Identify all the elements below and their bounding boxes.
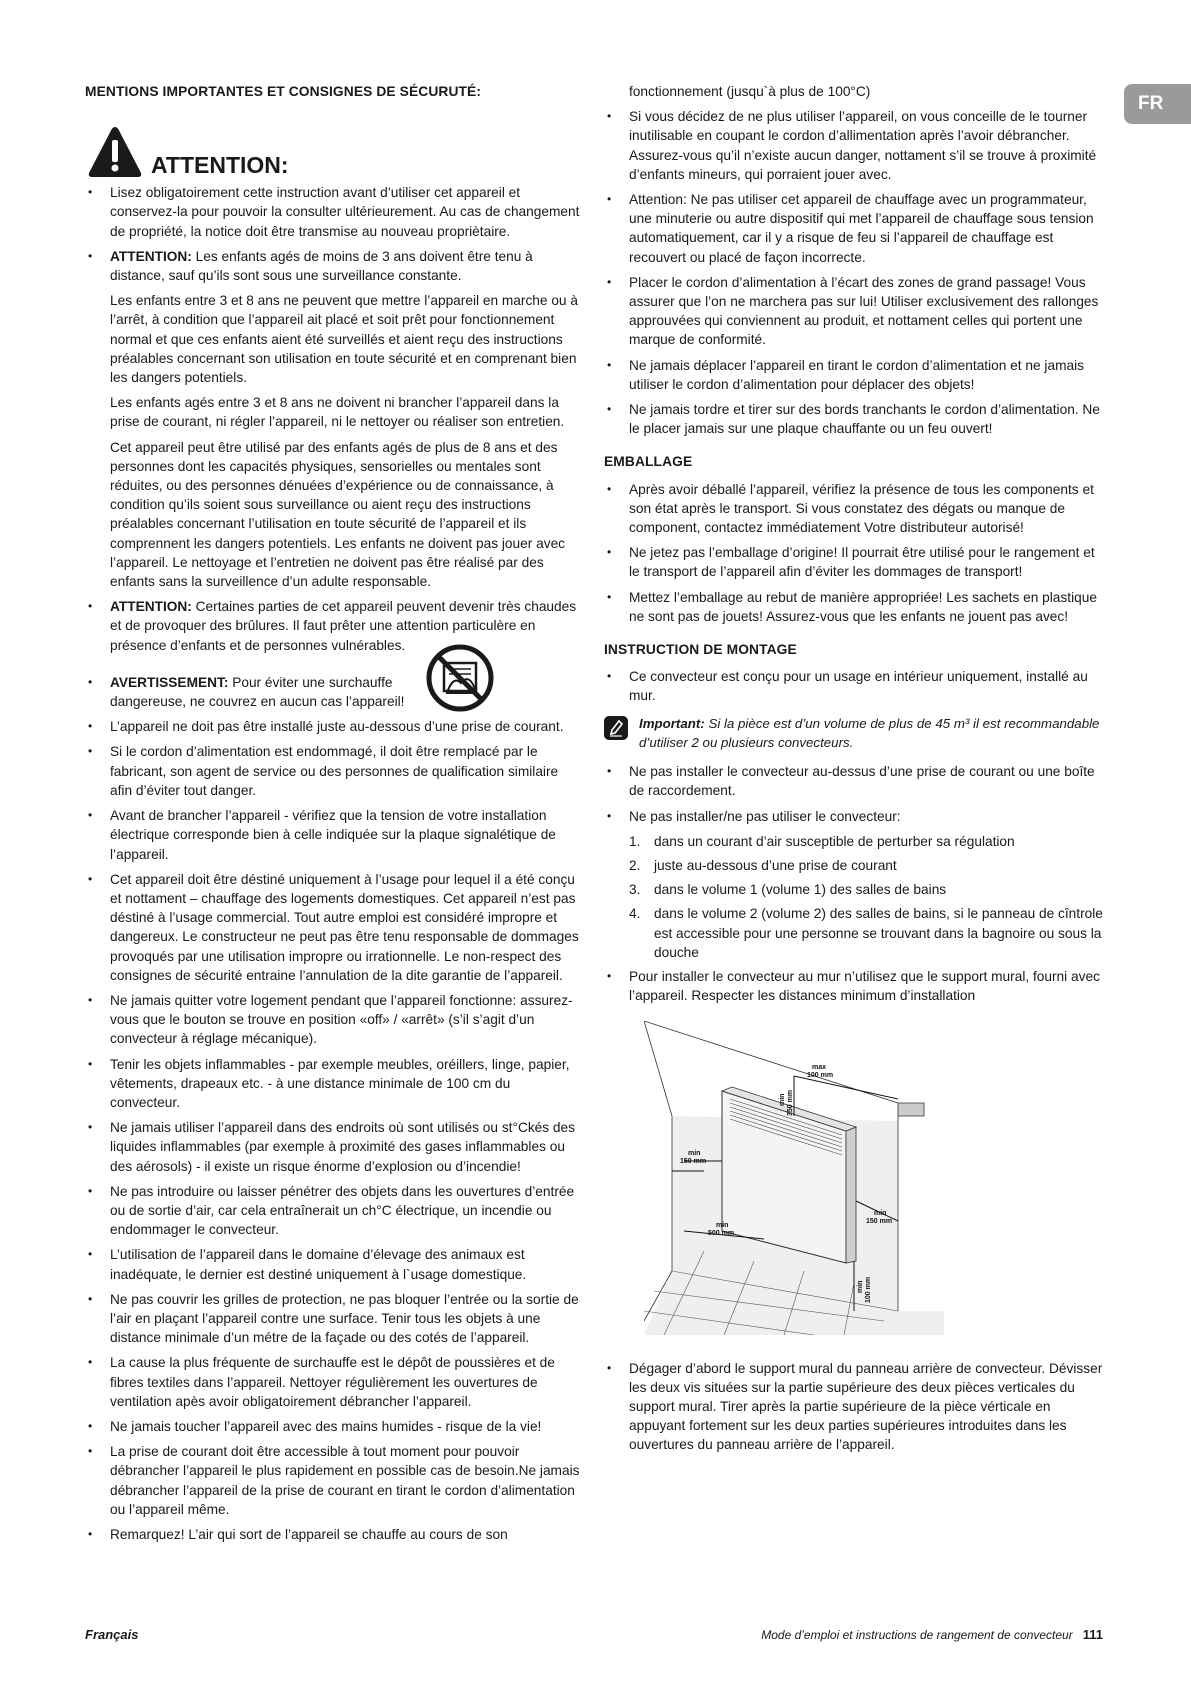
list-item: • Ne jamais tordre et tirer sur des bords tranchants le cordon d’alimentation. Ne le placer jamais sur une plaque chauffante ou un feu ouvert! [604, 400, 1104, 438]
list-item-text: Certaines parties de cet appareil peuvent devenir très chaudes et de provoquer des brûlures. Il faut prêter une attention particulère en présence d’enfants et de personnes vulnérables. [110, 599, 577, 653]
numbered-item [604, 832, 1104, 851]
important-text: Si la pièce est d’un volume de plus de 45 m³ il est recommandable d’utiliser 2 ou plusieurs convecteurs. [639, 715, 1100, 750]
left-min-value: 150 mm [680, 1158, 707, 1166]
list-item: • Ne jetez pas l’emballage d’origine! Il pourrait être utilisé pour le rangement et le transport de l’appareil afin d’éviter les dommages de transport! [604, 543, 1104, 581]
paragraph: Les enfants agés entre 3 et 8 ans ne doivent ni brancher l’appareil dans la prise de courant, ni régler l’appareil, ni le nettoyer ou réaliser son entretien. [110, 395, 565, 430]
footer-language: Français [85, 1627, 139, 1642]
right-min-label: min [874, 1210, 887, 1218]
warning-triangle-icon [87, 125, 143, 179]
left-column [85, 82, 583, 1550]
max-value: 100 mm [807, 1072, 834, 1080]
item-text: dans un courant d’air susceptible de perturber sa régulation [654, 833, 1015, 849]
floor-min-label: min [857, 1280, 864, 1294]
item-number: 3. [629, 882, 641, 898]
continuation-text: fonctionnement (jusqu`à plus de 100°C) [629, 84, 871, 99]
installation-diagram [644, 1021, 1104, 1340]
list-item: • Dégager d’abord le support mural du panneau arrière de convecteur. Dévisser les deux vis situées sur la partie supérieure des deux pièces verticales du support mural. Tirer après la partie supérieure de la pièce vérticale en appuyant fortement sur les deux parties supérieures introduites dans les ouvertures du panneau arrière de l’appareil. [604, 1359, 1104, 1455]
emballage-heading: EMBALLAGE [604, 454, 693, 470]
list-item [85, 597, 583, 655]
floor-min-value: 100 mm [865, 1277, 872, 1304]
paragraph: Cet appareil peut être utilisé par des enfants agés de plus de 8 ans et des personnes dont les capacités physiques, sensorielles ou mentales sont réduites, ou des personnes dénuées d’expérience ou de connaissance, à condition qu’ils soient sous surveillance ou aient reçu des instructions préalables concernant l’utilisation en toute sécurité de l’appareil et ils comprennent les dangers potentiels. Les enfants ne doivent pas jouer avec l’appareil. Le nettoyage et l’entretien ne doivent pas être réalisé par des enfants sans la surveillence d’un adulte responsable. [110, 439, 566, 590]
bottom-min-label: min [716, 1222, 729, 1230]
montage-heading: INSTRUCTION DE MONTAGE [604, 642, 797, 658]
numbered-item [604, 904, 1104, 962]
montage-list [604, 667, 1104, 705]
list-item: • Attention: Ne pas utiliser cet appareil de chauffage avec un programmateur, une minuterie ou autre dispositif qui met l’appareil de chauffage sous tension automatiquement, car il y a risque de feu si l’appareil de chauffage est recouvert ou placé de façon incorrecte. [604, 190, 1104, 267]
pencil-note-icon [604, 716, 628, 740]
emballage-list [604, 480, 1104, 626]
right-column [604, 82, 1104, 1461]
top-min-label: min [779, 1093, 786, 1107]
warning-text [110, 673, 583, 711]
important-label: Important: [639, 715, 705, 731]
do-not-cover-icon [425, 643, 495, 713]
important-note [604, 714, 1104, 752]
list-item: • Avant de brancher l’appareil - vérifiez que la tension de votre installation électrique corresponde bien à celle indiquée sur la plaque signalétique de l’appareil. [85, 806, 583, 864]
safety-list [85, 183, 583, 285]
warning-body: Pour éviter une surchauffe dangereuse, ne couvrez en aucun cas l’appareil! [110, 674, 405, 710]
left-min-label: min [688, 1150, 701, 1158]
numbered-item [604, 856, 1104, 875]
list-item: • La prise de courant doit être accessible à tout moment pour pouvoir débrancher l’appareil le plus rapidement en possible cas de besoin.Ne jamais débrancher l’appareil de la prise de courant en tirant le cordon d’alimentation ou l’appareil même. [85, 1442, 583, 1519]
list-item [85, 247, 583, 285]
item-text: dans le volume 1 (volume 1) des salles de bains [654, 882, 947, 898]
item-number: 1. [629, 833, 641, 849]
warning-label: AVERTISSEMENT: [110, 674, 229, 690]
top-min-value: 350 mm [787, 1090, 794, 1117]
item-text: juste au-dessous d’une prise de courant [654, 857, 897, 873]
list-item: • Ne pas installer/ne pas utiliser le convecteur: [604, 807, 1104, 826]
list-item: • Tenir les objets inflammables - par exemple meubles, oréillers, linge, papier, vêtements, drapeaux etc. - à une distance minimale de 100 cm du convecteur. [85, 1055, 583, 1113]
list-item: • Placer le cordon d’alimentation à l’écart des zones de grand passage! Vous assurer que l’on ne marchera pas sur lui! Utiliser exclusivement des rallonges approuvées qui conviennent au produit, et nottament celles qui portent une marque de conformité. [604, 273, 1104, 350]
list-item: • Ne jamais déplacer l’appareil en tirant le cordon d’alimentation et ne jamais utiliser le cordon d’alimentation pour déplacer des objets! [604, 356, 1104, 394]
safety-list [85, 717, 583, 1544]
list-item: • Mettez l’emballage au rebut de manière appropriée! Les sachets en plastique ne sont pas de jouets! Assurez-vous que les enfants ne jouent pas avec! [604, 588, 1104, 626]
safety-list [85, 597, 583, 655]
item-number: 4. [629, 906, 641, 922]
numbered-item [604, 880, 1104, 899]
list-item: • Ne pas introduire ou laisser pénétrer des objets dans les ouvertures d’entrée ou de sortie d’air, car cela entraînerait un ch°C électrique, un incendie ou endommager le convecteur. [85, 1182, 583, 1240]
attention-label: ATTENTION: [110, 248, 192, 264]
right-min-value: 150 mm [866, 1218, 893, 1226]
list-item: • Si le cordon d’alimentation est endommagé, il doit être remplacé par le fabricant, son agent de service ou des personnes de qualification similaire afin d’éviter tout danger. [85, 742, 583, 800]
list-item: • Remarquez! L’air qui sort de l’appareil se chauffe au cours de son [85, 1525, 583, 1544]
list-item-text: Les enfants agés de moins de 3 ans doivent être tenu à distance, sauf qu’ils sont sous une surveillance constante. [110, 248, 533, 284]
list-item: • Cet appareil doit être déstiné uniquement à l’usage pour lequel il a été conçu et nottament – chauffage des logements domestiques. Cet appareil n’est pas déstiné à l’usage commercial. Tout autre emploi est considéré impropre et dangereux. Le constructeur ne peut pas être tenu responsable de dommages provoqués par une utilisation impropre ou irrationnelle. Le non-respect des consignes de sécurité entraine l’annulation de la dite garantie de l’appareil. [85, 870, 583, 985]
safety-heading: MENTIONS IMPORTANTES ET CONSIGNES DE SÉCURUTÉ: [85, 84, 482, 99]
installation-distances-figure [644, 1021, 944, 1335]
page-number: 111 [1082, 1627, 1103, 1642]
item-number: 2. [629, 857, 641, 873]
list-item: • Ne pas installer le convecteur au-dessus d’une prise de courant ou une boîte de raccordement. [604, 762, 1104, 800]
list-item: • Ne pas couvrir les grilles de protection, ne pas bloquer l’entrée ou la sortie de l’air en plaçant l’appareil contre une surface. Tenir tous les objets à une distance minimale d’un métre de la façade ou des cotés de l’appareil. [85, 1290, 583, 1348]
max-label: max [812, 1064, 827, 1072]
list-item: • Pour installer le convecteur au mur n’utilisez que le support mural, fourni avec l’appareil. Respecter les distances minimum d’installation [604, 967, 1104, 1005]
list-item: • Ne jamais utiliser l’appareil dans des endroits où sont utilisés ou st°Ckés des liquides inflammables (par exemple à proximité des gases inflammables ou des aérosols) - il existe un risque énorme d’explosion ou d’incendie! [85, 1118, 583, 1176]
list-item: • Lisez obligatoirement cette instruction avant d’utiliser cet appareil et conservez-la pour pouvoir la consulter ultérieurement. Au cas de changement de propriété, la notice doit être transmise au nouveau propriètaire. [85, 183, 583, 241]
bullet: • [88, 674, 93, 689]
list-item: • Ne jamais toucher l’appareil avec des mains humides - risque de la vie! [85, 1417, 583, 1436]
list-item: • Si vous décidez de ne plus utiliser l’appareil, on vous conceille de le tourner inutilisable en coupant le cordon d’allimentation après l’avoir débrancher. Assurez-vous qu’il n’existe aucun danger, nottament s’il se trouve à proximité d’enfants mineurs, qui porraient jouer avec. [604, 107, 1104, 184]
attention-title: ATTENTION: [151, 152, 289, 179]
list-item: • L’utilisation de l’appareil dans le domaine d’élevage des animaux est inadéquate, le dernier est destiné uniquement à l`usage domestique. [85, 1245, 583, 1283]
montage-list [604, 1359, 1104, 1455]
safety-list [604, 107, 1104, 438]
list-item: • Ne jamais quitter votre logement pendant que l’appareil fonctionne: assurez-vous que le bouton se trouve en position «off» / «arrêt» (s’il s’agit d’un convecteur à réglage mécanique). [85, 991, 583, 1049]
language-tab: FR [1124, 84, 1191, 124]
attention-label: ATTENTION: [110, 599, 192, 615]
list-item: • Après avoir déballé l’appareil, vérifiez la présence de tous les components et son état après le transport. Si vous constatez des dégats ou manque de component, contactez immédiatement Votre distributeur autorisé! [604, 480, 1104, 538]
paragraph: Les enfants entre 3 et 8 ans ne peuvent que mettre l’appareil en marche ou à l’arrêt, à condition que l’appareil ait placé et soit prêt pour fonctionnement normal et que ces enfants aient été surveillés et aient reçu des instructions préalables concernant son utilisation en toute sécurité et en comprenant bien les dangers potentiels. [110, 293, 578, 386]
numbered-list [604, 832, 1104, 962]
list-item: • Ce convecteur est conçu pour un usage en intérieur uniquement, installé au mur. [604, 667, 1104, 705]
montage-list [604, 762, 1104, 826]
footer-title [761, 1627, 1103, 1642]
item-text: dans le volume 2 (volume 2) des salles de bains, si le panneau de cîntrole est accessible pour une personne se trouvant dans la bagnoire ou sous la douche [654, 906, 1103, 960]
warning-row [85, 673, 583, 711]
montage-list [604, 967, 1104, 1005]
list-item: • L’appareil ne doit pas être installé juste au-dessous d’une prise de courant. [85, 717, 583, 736]
footer-doc-title: Mode d’emploi et instructions de rangement de convecteur [761, 1628, 1073, 1642]
attention-block [87, 121, 583, 179]
bottom-min-value: 500 mm [708, 1230, 735, 1238]
list-item: • La cause la plus fréquente de surchauffe est le dépôt de poussières et de fibres textiles dans l’appareil. Nettoyer régulièrement les ouvertures de ventilation apès avoir obligatoirement débrancher l’appareil. [85, 1353, 583, 1411]
